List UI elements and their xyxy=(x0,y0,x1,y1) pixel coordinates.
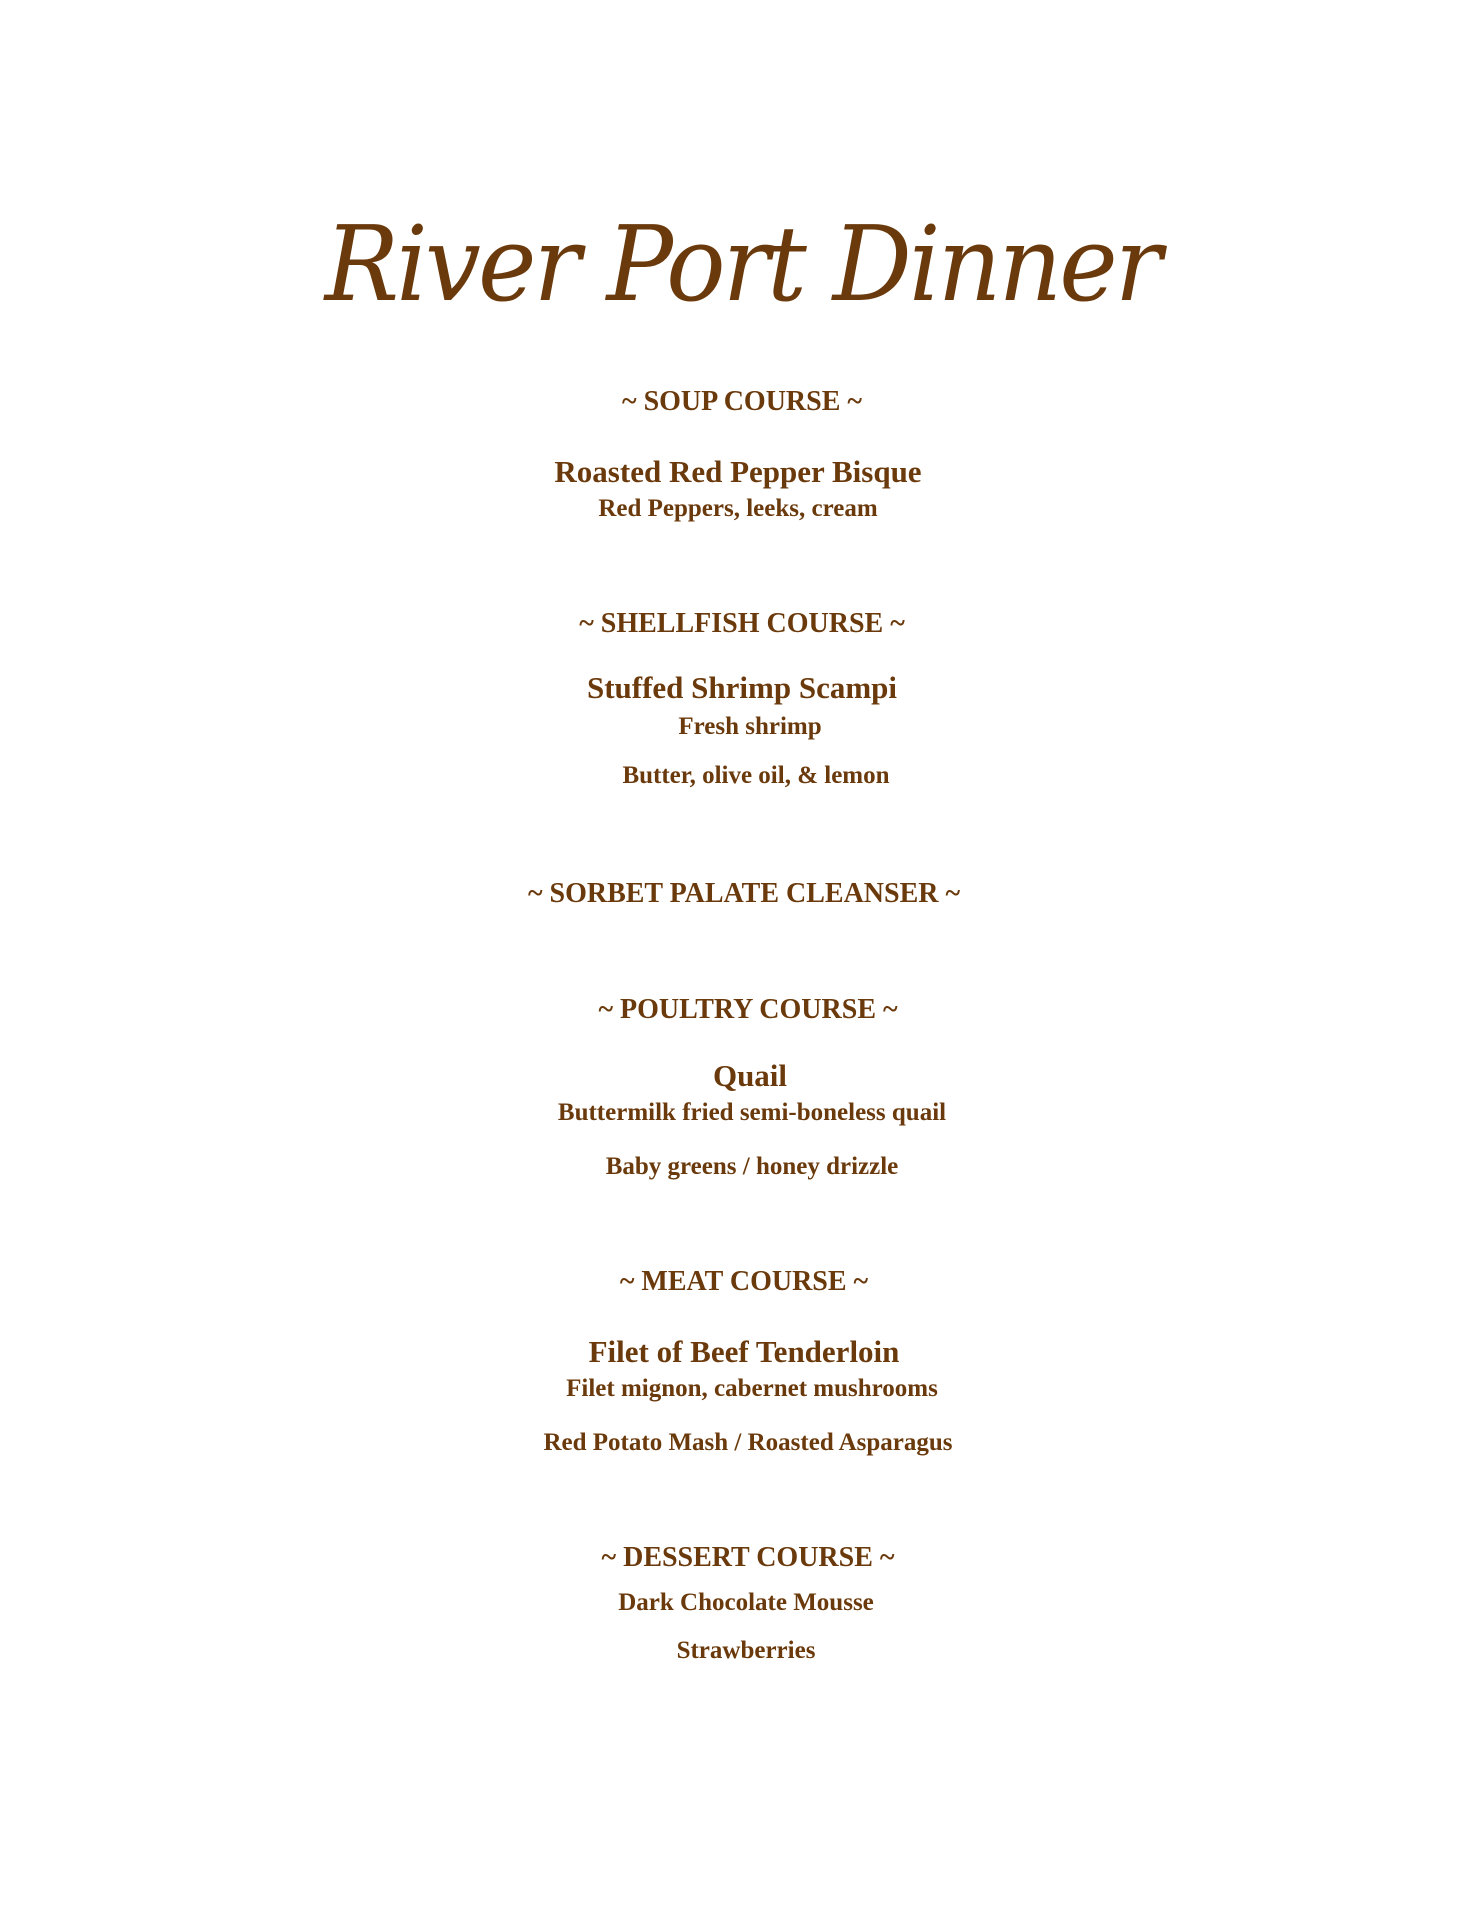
dish-description-shellfish: Fresh shrimp xyxy=(678,713,822,740)
course-heading-poultry: ~ POULTRY COURSE ~ xyxy=(598,994,898,1025)
course-heading-sorbet: ~ SORBET PALATE CLEANSER ~ xyxy=(527,878,961,909)
dish-description-meat: Filet mignon, cabernet mushrooms xyxy=(566,1375,938,1402)
dish-description-dessert: Dark Chocolate Mousse xyxy=(618,1589,874,1616)
course-heading-meat: ~ MEAT COURSE ~ xyxy=(619,1266,869,1297)
dish-description-poultry-2: Baby greens / honey drizzle xyxy=(605,1153,899,1180)
dish-description-meat-2: Red Potato Mash / Roasted Asparagus xyxy=(543,1429,953,1456)
dish-description-shellfish-2: Butter, olive oil, & lemon xyxy=(622,762,890,789)
course-heading-soup: ~ SOUP COURSE ~ xyxy=(622,386,862,417)
dish-description-soup: Red Peppers, leeks, cream xyxy=(598,495,878,522)
dish-name-poultry: Quail xyxy=(712,1058,788,1093)
course-heading-dessert: ~ DESSERT COURSE ~ xyxy=(601,1542,895,1573)
dish-description-poultry: Buttermilk fried semi-boneless quail xyxy=(557,1099,947,1126)
dish-description-dessert-2: Strawberries xyxy=(676,1637,816,1664)
course-heading-shellfish: ~ SHELLFISH COURSE ~ xyxy=(579,608,905,639)
dish-name-soup: Roasted Red Pepper Bisque xyxy=(554,454,922,489)
dish-name-meat: Filet of Beef Tenderloin xyxy=(588,1334,900,1369)
dish-name-shellfish: Stuffed Shrimp Scampi xyxy=(586,670,898,705)
menu-title: River Port Dinner xyxy=(324,203,1160,325)
